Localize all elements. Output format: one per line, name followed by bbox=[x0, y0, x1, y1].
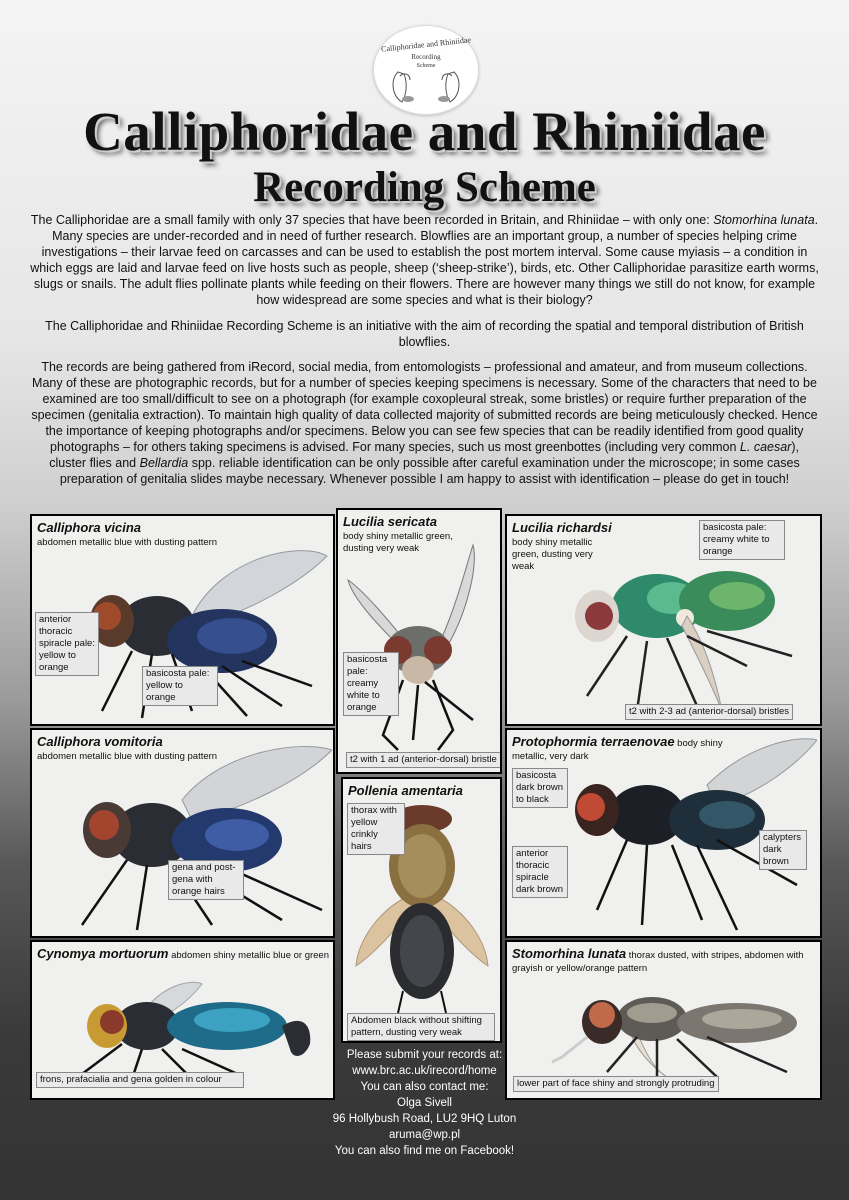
logo-text-1: Calliphoridae and Rhiniidae bbox=[380, 35, 472, 54]
calliphora-vomitoria-photo-icon bbox=[42, 740, 332, 935]
annotation-t2-bristles: t2 with 2-3 ad (anterior-dorsal) bristles bbox=[625, 704, 793, 720]
intro-p1-text-b: . Many species are under-recorded and in need of further research. Blowflies are an important group, a number of species helping crime investigations – their larvae feed on carcasses and can be used to establish the post mortem interval. Some cause myiasis – a condition in which eggs are laid and larvae feed on live hosts such as people, sheep (‘sheep-strike’), birds, etc. Other Calliphoridae parasitize earth worms, slugs or snails. The adult flies pollinate plants while feeding on their flowers. There are however many things we still do not know, for example how widespread are some species and what is their biology? bbox=[30, 213, 819, 307]
annotation-frons: frons, prafacialia and gena golden in colour bbox=[36, 1072, 244, 1088]
footer-email[interactable]: aruma@wp.pl bbox=[388, 1129, 461, 1141]
footer-facebook: You can also find me on Facebook! bbox=[334, 1145, 515, 1157]
annotation-gena: gena and post-gena with orange hairs bbox=[168, 860, 244, 900]
panel-title-inline: abdomen shiny metallic blue or green bbox=[168, 950, 330, 961]
panel-title bbox=[512, 946, 804, 961]
panel-description: grayish or yellow/orange pattern bbox=[512, 963, 648, 974]
annotation-spiracle: anterior thoracic spiracle dark brown bbox=[512, 846, 568, 898]
intro-p2-text: The Calliphoridae and Rhiniidae Recording Scheme is an initiative with the aim of recording the spatial and temporal distribution of British blowflies. bbox=[45, 319, 804, 349]
page-subtitle: Recording Scheme bbox=[253, 164, 596, 211]
panel-stomorhina-lunata bbox=[505, 940, 822, 1100]
panel-description: abdomen metallic blue with dusting pattern bbox=[37, 751, 218, 762]
intro-paragraph-3 bbox=[30, 359, 819, 487]
intro-p1-text-a: The Calliphoridae are a small family with only 37 species that have been recorded in Britain, and Rhiniidae – with only one: bbox=[30, 213, 714, 227]
panel-title: Calliphora vicina bbox=[37, 520, 142, 535]
panel-title-name: Cynomya mortuorum bbox=[37, 946, 169, 961]
intro-p3-caesar: L. caesar bbox=[739, 440, 792, 454]
annotation-face: lower part of face shiny and strongly protruding bbox=[513, 1076, 719, 1092]
contact-footer bbox=[300, 1047, 549, 1159]
intro-p3-text-a: The records are being gathered from iRecord, social media, from entomologists – professional and amateur, and from museum collections. Many of these are photographic records, but for a number of species keeping specimens is necessary. Some of the characters that need to be examined are too small/difficult to see on a photograph (for example coxopleural streak, some bristles) or require further preparation of the specimen (genitalia extraction). To maintain high quality of data collected majority of submitted records are being meticulously checked. Hence the importance of keeping photographs and/or specimens. Below you can see few species that can be readily identified from good quality photographs – for others taking specimens is advised. For many species, such us most greenbottes (including very common bbox=[31, 360, 818, 454]
panel-description: metallic, very dark bbox=[512, 751, 589, 762]
panel-cynomya-mortuorum bbox=[30, 940, 335, 1100]
intro-paragraph-1 bbox=[30, 212, 819, 308]
footer-line-submit: Please submit your records at: bbox=[346, 1049, 503, 1061]
annotation-t2-bristle: t2 with 1 ad (anterior-dorsal) bristle bbox=[346, 752, 502, 768]
annotation-basicosta: basicosta pale: creamy white to orange bbox=[699, 520, 785, 560]
panel-description: body shiny metallic green, dusting very weak bbox=[512, 537, 593, 572]
annotation-basicosta: basicosta dark brown to black bbox=[512, 768, 568, 808]
footer-address: 96 Hollybush Road, LU2 9HQ Luton bbox=[332, 1113, 517, 1125]
stomorhina-lunata-photo-icon bbox=[547, 977, 817, 1087]
panel-title: Lucilia richardsi bbox=[512, 520, 612, 535]
logo-text-2: Recording bbox=[411, 53, 441, 61]
intro-p3-text-b: ), cluster flies and bbox=[49, 440, 799, 470]
lucilia-sericata-photo-icon bbox=[343, 540, 493, 755]
intro-p1-species: Stomorhina lunata bbox=[713, 213, 815, 227]
footer-name: Olga Sivell bbox=[397, 1097, 452, 1109]
panel-lucilia-sericata bbox=[336, 508, 502, 774]
footer-line-contact: You can also contact me: bbox=[360, 1081, 489, 1093]
panel-calliphora-vomitoria bbox=[30, 728, 335, 938]
annotation-spiracle: anterior thoracic spiracle pale: yellow to orange bbox=[35, 612, 99, 676]
panel-description: abdomen metallic blue with dusting pattern bbox=[37, 537, 218, 548]
panel-protophormia-terraenovae bbox=[505, 728, 822, 938]
panel-title-name: Protophormia terraenovae bbox=[512, 734, 675, 749]
panel-title bbox=[512, 734, 723, 749]
annotation-basicosta: basicosta pale: yellow to orange bbox=[142, 666, 218, 706]
annotation-calypters: calypters dark brown bbox=[759, 830, 807, 870]
page-title: Calliphoridae and Rhiniidae bbox=[83, 101, 766, 162]
panel-title: Calliphora vomitoria bbox=[37, 734, 163, 749]
intro-p3-text-c: spp. reliable identification can be only possible after careful examination under the microscope; in some cases preparation of genitalia slides maybe necessary. Whenever possible I am happy to assist with identification – please do get in touch! bbox=[59, 456, 800, 486]
panel-title-name: Stomorhina lunata bbox=[512, 946, 627, 961]
panel-pollenia-amentaria bbox=[341, 777, 502, 1043]
logo-text-3: Scheme bbox=[416, 63, 436, 69]
annotation-basicosta: basicosta pale: creamy white to orange bbox=[343, 652, 399, 716]
panel-lucilia-richardsi bbox=[505, 514, 822, 726]
annotation-abdomen: Abdomen black without shifting pattern, dusting very weak bbox=[347, 1013, 495, 1041]
cynomya-mortuorum-photo-icon bbox=[42, 964, 327, 1084]
panel-calliphora-vicina bbox=[30, 514, 335, 726]
panel-title-inline: body shiny bbox=[674, 738, 723, 749]
panel-title: Lucilia sericata bbox=[343, 514, 437, 529]
intro-p3-bellardia: Bellardia bbox=[139, 456, 189, 470]
panel-description: body shiny metallic green, dusting very weak bbox=[343, 531, 453, 554]
footer-url[interactable]: www.brc.ac.uk/irecord/home bbox=[352, 1065, 497, 1077]
panel-title: Pollenia amentaria bbox=[348, 783, 463, 798]
intro-paragraph-2 bbox=[30, 318, 819, 350]
panel-title bbox=[37, 946, 329, 961]
panel-title-inline: thorax dusted, with stripes, abdomen with bbox=[626, 950, 804, 961]
annotation-thorax: thorax with yellow crinkly hairs bbox=[347, 803, 405, 855]
